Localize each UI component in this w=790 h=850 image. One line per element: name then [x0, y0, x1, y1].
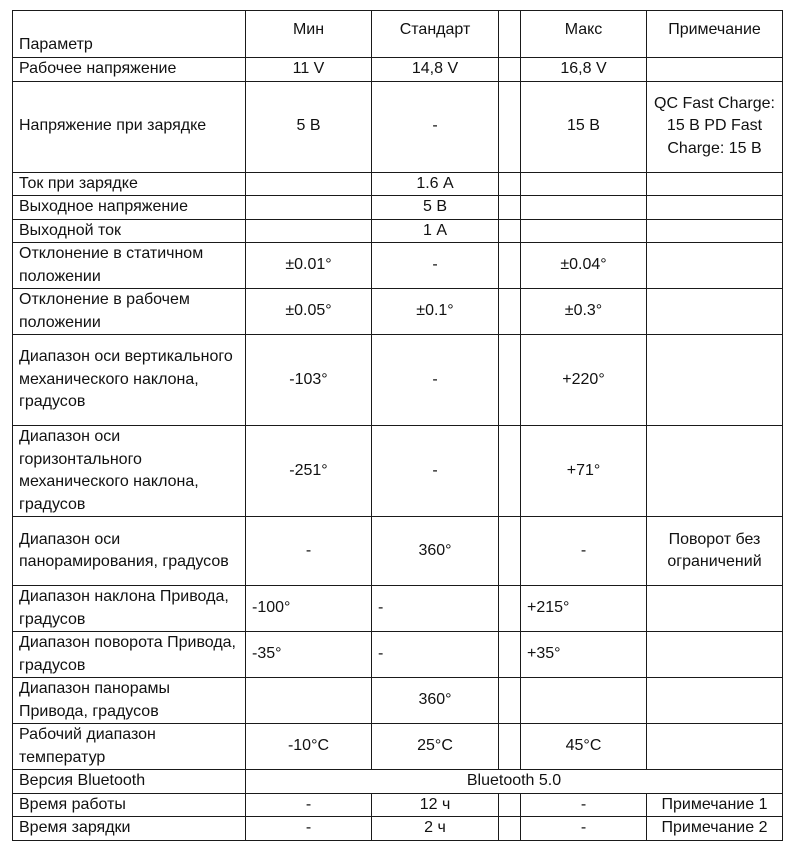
param-cell: Диапазон оси горизонтального механического наклона, градусов	[13, 426, 246, 517]
min-cell: -103°	[246, 335, 372, 426]
min-cell	[246, 219, 372, 243]
table-row	[13, 678, 783, 724]
std-cell: 360°	[372, 678, 499, 724]
std-cell: -	[372, 335, 499, 426]
std-cell: 12 ч	[372, 793, 499, 817]
max-cell: ±0.04°	[521, 243, 647, 289]
min-cell: ±0.01°	[246, 243, 372, 289]
max-cell: 15 В	[521, 81, 647, 172]
param-cell: Диапазон поворота Привода, градусов	[13, 632, 246, 678]
table-row	[13, 196, 783, 220]
table-row	[13, 770, 783, 794]
max-cell: +71°	[521, 426, 647, 517]
spacer-cell	[499, 219, 521, 243]
spacer-cell	[499, 426, 521, 517]
spacer-cell	[499, 335, 521, 426]
table-row	[13, 426, 783, 517]
spacer-cell	[499, 517, 521, 586]
spacer-cell	[499, 793, 521, 817]
note-cell	[647, 289, 783, 335]
note-cell	[647, 58, 783, 82]
max-cell: -	[521, 793, 647, 817]
min-cell: 11 V	[246, 58, 372, 82]
param-cell: Время работы	[13, 793, 246, 817]
param-cell: Отклонение в статичном положении	[13, 243, 246, 289]
max-cell: -	[521, 517, 647, 586]
note-cell	[647, 678, 783, 724]
spacer-cell	[499, 586, 521, 632]
min-cell: -	[246, 817, 372, 841]
table-row	[13, 724, 783, 770]
param-cell: Рабочее напряжение	[13, 58, 246, 82]
note-cell: Примечание 1	[647, 793, 783, 817]
std-cell: -	[372, 586, 499, 632]
spacer-cell	[499, 678, 521, 724]
param-cell: Напряжение при зарядке	[13, 81, 246, 172]
table-row	[13, 81, 783, 172]
std-cell: 25°С	[372, 724, 499, 770]
note-cell: Поворот без ограничений	[647, 517, 783, 586]
param-cell: Рабочий диапазон температур	[13, 724, 246, 770]
param-cell: Выходной ток	[13, 219, 246, 243]
note-cell	[647, 172, 783, 196]
note-cell	[647, 586, 783, 632]
max-cell: 16,8 V	[521, 58, 647, 82]
header-note: Примечание	[647, 11, 783, 58]
std-cell: 5 В	[372, 196, 499, 220]
note-cell	[647, 243, 783, 289]
table-row	[13, 335, 783, 426]
max-cell	[521, 196, 647, 220]
param-cell: Диапазон оси панорамирования, градусов	[13, 517, 246, 586]
header-min: Мин	[246, 11, 372, 58]
note-cell	[647, 724, 783, 770]
max-cell	[521, 172, 647, 196]
table-row	[13, 172, 783, 196]
param-cell: Выходное напряжение	[13, 196, 246, 220]
param-cell: Отклонение в рабочем положении	[13, 289, 246, 335]
table-row	[13, 243, 783, 289]
note-cell	[647, 219, 783, 243]
table-row	[13, 58, 783, 82]
spacer-cell	[499, 243, 521, 289]
table-row	[13, 793, 783, 817]
max-cell: -	[521, 817, 647, 841]
std-cell: -	[372, 426, 499, 517]
min-cell: -35°	[246, 632, 372, 678]
header-max: Макс	[521, 11, 647, 58]
param-cell: Диапазон наклона Привода, градусов	[13, 586, 246, 632]
min-cell: 5 В	[246, 81, 372, 172]
std-cell: 1.6 А	[372, 172, 499, 196]
std-cell: -	[372, 81, 499, 172]
bluetooth-merged-cell: Bluetooth 5.0	[246, 770, 783, 794]
std-cell: 14,8 V	[372, 58, 499, 82]
note-cell	[647, 426, 783, 517]
max-cell	[521, 219, 647, 243]
spacer-cell	[499, 81, 521, 172]
param-cell: Ток при зарядке	[13, 172, 246, 196]
spacer-cell	[499, 289, 521, 335]
min-cell: -100°	[246, 586, 372, 632]
note-cell	[647, 196, 783, 220]
header-spacer	[499, 11, 521, 58]
min-cell	[246, 678, 372, 724]
spacer-cell	[499, 58, 521, 82]
header-row	[13, 11, 783, 58]
std-cell: -	[372, 632, 499, 678]
table-row	[13, 817, 783, 841]
min-cell: -10°С	[246, 724, 372, 770]
param-cell: Время зарядки	[13, 817, 246, 841]
note-cell: Примечание 2	[647, 817, 783, 841]
std-cell: 1 А	[372, 219, 499, 243]
spacer-cell	[499, 724, 521, 770]
table-row	[13, 586, 783, 632]
min-cell: -	[246, 517, 372, 586]
max-cell: 45°С	[521, 724, 647, 770]
spacer-cell	[499, 196, 521, 220]
table-row	[13, 289, 783, 335]
max-cell: +35°	[521, 632, 647, 678]
note-cell	[647, 335, 783, 426]
table-row	[13, 219, 783, 243]
header-std: Стандарт	[372, 11, 499, 58]
spacer-cell	[499, 172, 521, 196]
std-cell: 2 ч	[372, 817, 499, 841]
spec-table-body	[13, 11, 783, 841]
max-cell: +215°	[521, 586, 647, 632]
min-cell	[246, 172, 372, 196]
min-cell: ±0.05°	[246, 289, 372, 335]
max-cell	[521, 678, 647, 724]
param-cell: Диапазон панорамы Привода, градусов	[13, 678, 246, 724]
table-row	[13, 517, 783, 586]
max-cell: ±0.3°	[521, 289, 647, 335]
param-cell: Диапазон оси вертикального механического наклона, градусов	[13, 335, 246, 426]
note-cell	[647, 632, 783, 678]
min-cell	[246, 196, 372, 220]
spec-table	[12, 10, 783, 841]
header-param: Параметр	[13, 11, 246, 58]
min-cell: -251°	[246, 426, 372, 517]
std-cell: 360°	[372, 517, 499, 586]
spacer-cell	[499, 632, 521, 678]
std-cell: ±0.1°	[372, 289, 499, 335]
std-cell: -	[372, 243, 499, 289]
param-cell: Версия Bluetooth	[13, 770, 246, 794]
spacer-cell	[499, 817, 521, 841]
min-cell: -	[246, 793, 372, 817]
table-row	[13, 632, 783, 678]
note-cell: QC Fast Charge: 15 В PD Fast Charge: 15 В	[647, 81, 783, 172]
max-cell: +220°	[521, 335, 647, 426]
